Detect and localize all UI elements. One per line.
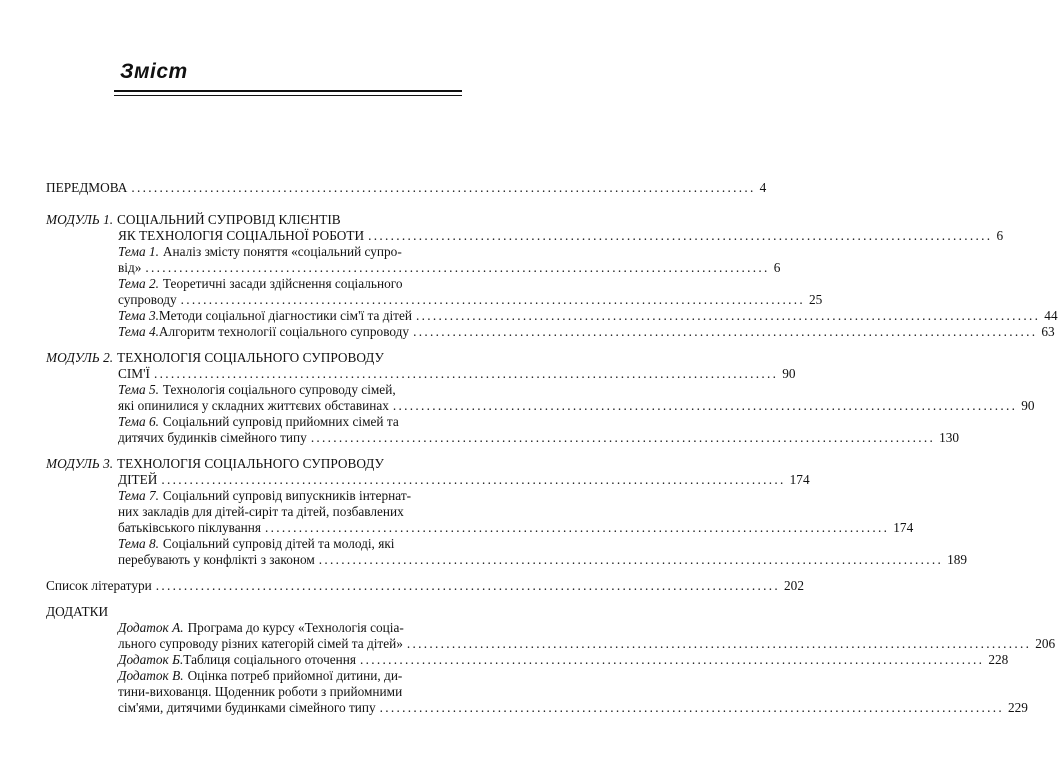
leader-dots: ............................................................................................................... xyxy=(368,228,993,243)
topic-title: від» xyxy=(118,260,142,275)
topic-label: Тема 5. xyxy=(118,382,159,397)
page-number: 202 xyxy=(784,578,804,593)
module-2-heading[interactable] xyxy=(46,350,462,366)
leader-dots: ............................................................................................................... xyxy=(413,324,1038,339)
topic-6[interactable] xyxy=(118,414,462,430)
module-2-heading-cont[interactable] xyxy=(118,366,796,382)
topic-title: Технологія соціального супроводу сімей, xyxy=(162,382,396,397)
topic-title: них закладів для дітей-сиріт та дітей, позбавлених xyxy=(118,504,404,519)
heading-rule xyxy=(114,90,462,92)
page-number: 44 xyxy=(1044,308,1058,323)
page-number: 63 xyxy=(1041,324,1055,339)
topic-5[interactable] xyxy=(118,382,462,398)
topic-title: Методи соціальної діагностики сім'ї та дітей xyxy=(158,308,412,323)
topic-6-cont[interactable] xyxy=(118,430,960,446)
toc-entry-preface[interactable] xyxy=(46,180,767,196)
topic-7-cont-2[interactable] xyxy=(118,520,914,536)
leader-dots: ............................................................................................................... xyxy=(379,700,1004,715)
topic-label: Тема 6. xyxy=(118,414,159,429)
appendix-b[interactable] xyxy=(118,652,1009,668)
topic-1-cont[interactable] xyxy=(118,260,781,276)
topic-7[interactable] xyxy=(118,488,462,504)
leader-dots: ............................................................................................................... xyxy=(406,636,1032,651)
page-number: 228 xyxy=(988,652,1009,667)
topic-title: батьківського піклування xyxy=(118,520,261,535)
topic-3[interactable] xyxy=(118,308,1058,324)
module-label: МОДУЛЬ 2. xyxy=(46,350,114,365)
appendix-a[interactable] xyxy=(118,620,462,636)
topic-label: Тема 4. xyxy=(118,324,159,339)
topic-2[interactable] xyxy=(118,276,462,292)
topic-label: Тема 1. xyxy=(118,244,159,259)
leader-dots: ............................................................................................................... xyxy=(310,430,936,445)
topic-title: Соціальний супровід прийомних сімей та xyxy=(162,414,399,429)
leader-dots: ............................................................................................................... xyxy=(161,472,786,487)
page-number: 4 xyxy=(759,180,767,195)
page-number: 6 xyxy=(996,228,1004,243)
leader-dots: ............................................................................................................... xyxy=(153,366,779,381)
appendices-title: ДОДАТКИ xyxy=(46,604,109,619)
leader-dots: ............................................................................................................... xyxy=(180,292,805,307)
appendix-label: Додаток В. xyxy=(118,668,184,683)
leader-dots: ............................................................................................................... xyxy=(155,578,781,593)
page-number: 130 xyxy=(939,430,960,445)
module-3-heading-cont[interactable] xyxy=(118,472,810,488)
toc-entry-text: Список літератури xyxy=(46,578,152,593)
toc-entry-references[interactable] xyxy=(46,578,804,594)
page-number: 90 xyxy=(782,366,796,381)
appendix-label: Додаток Б. xyxy=(118,652,184,667)
appendix-title: Програма до курсу «Технологія соціа- xyxy=(187,620,404,635)
page-number: 6 xyxy=(773,260,781,275)
leader-dots: ............................................................................................................... xyxy=(264,520,890,535)
topic-label: Тема 2. xyxy=(118,276,159,291)
topic-title: перебувають у конфлікті з законом xyxy=(118,552,315,567)
topic-2-cont[interactable] xyxy=(118,292,823,308)
page-number: 174 xyxy=(789,472,810,487)
topic-title: Соціальний супровід випускників інтернат- xyxy=(162,488,412,503)
topic-title: Аналіз змісту поняття «соціальний супро- xyxy=(162,244,402,259)
appendix-title: льного супроводу різних категорій сімей та дітей» xyxy=(118,636,403,651)
appendix-title: Оцінка потреб прийомної дитини, ди- xyxy=(187,668,403,683)
topic-title: супроводу xyxy=(118,292,177,307)
page-title: Зміст xyxy=(120,60,188,83)
appendix-label: Додаток А. xyxy=(118,620,184,635)
module-title: СІМ'Ї xyxy=(118,366,150,381)
heading-rule-thin xyxy=(114,95,462,96)
appendix-v-cont[interactable] xyxy=(118,684,462,700)
topic-title: дитячих будинків сімейного типу xyxy=(118,430,307,445)
heading-block xyxy=(114,60,462,96)
appendix-v-cont-2[interactable] xyxy=(118,700,1028,716)
toc-entry-text: ПЕРЕДМОВА xyxy=(46,180,128,195)
page-number: 174 xyxy=(893,520,914,535)
topic-label: Тема 7. xyxy=(118,488,159,503)
module-title: ЯК ТЕХНОЛОГІЯ СОЦІАЛЬНОЇ РОБОТИ xyxy=(118,228,365,243)
topic-label: Тема 8. xyxy=(118,536,159,551)
module-title: ТЕХНОЛОГІЯ СОЦІАЛЬНОГО СУПРОВОДУ xyxy=(117,350,384,365)
topic-title: які опинилися у складних життєвих обставинах xyxy=(118,398,389,413)
page-number: 90 xyxy=(1021,398,1035,413)
leader-dots: ............................................................................................................... xyxy=(131,180,756,195)
topic-7-cont[interactable] xyxy=(118,504,462,520)
module-title: СОЦІАЛЬНИЙ СУПРОВІД КЛІЄНТІВ xyxy=(117,212,341,227)
topic-8[interactable] xyxy=(118,536,462,552)
page-number: 229 xyxy=(1007,700,1028,715)
topic-1[interactable] xyxy=(118,244,462,260)
appendix-title: тини-вихованця. Щоденник роботи з прийомними xyxy=(118,684,403,699)
leader-dots: ............................................................................................................... xyxy=(416,308,1041,323)
topic-title: Соціальний супровід дітей та молоді, які xyxy=(162,536,395,551)
module-1-heading[interactable] xyxy=(46,212,462,228)
appendix-title: Таблиця соціального оточення xyxy=(183,652,357,667)
appendices-heading[interactable] xyxy=(46,604,462,620)
page-number: 189 xyxy=(947,552,968,567)
topic-8-cont[interactable] xyxy=(118,552,968,568)
module-label: МОДУЛЬ 1. xyxy=(46,212,114,227)
module-title: ТЕХНОЛОГІЯ СОЦІАЛЬНОГО СУПРОВОДУ xyxy=(117,456,384,471)
leader-dots: ............................................................................................................... xyxy=(318,552,944,567)
module-label: МОДУЛЬ 3. xyxy=(46,456,114,471)
module-1-heading-cont[interactable] xyxy=(118,228,1004,244)
page-number: 206 xyxy=(1035,636,1056,651)
leader-dots: ............................................................................................................... xyxy=(392,398,1018,413)
appendix-a-cont[interactable] xyxy=(118,636,1056,652)
topic-label: Тема 3. xyxy=(118,308,159,323)
leader-dots: ............................................................................................................... xyxy=(360,652,985,667)
topic-title: Теоретичні засади здійснення соціального xyxy=(162,276,403,291)
module-3-heading[interactable] xyxy=(46,456,462,472)
leader-dots: ............................................................................................................... xyxy=(145,260,770,275)
topic-4[interactable] xyxy=(118,324,1055,340)
module-title: ДІТЕЙ xyxy=(118,472,158,487)
topic-title: Алгоритм технології соціального супроводу xyxy=(158,324,410,339)
appendix-title: сім'ями, дитячими будинками сімейного типу xyxy=(118,700,376,715)
appendix-v[interactable] xyxy=(118,668,462,684)
page-number: 25 xyxy=(808,292,823,307)
topic-5-cont[interactable] xyxy=(118,398,1035,414)
